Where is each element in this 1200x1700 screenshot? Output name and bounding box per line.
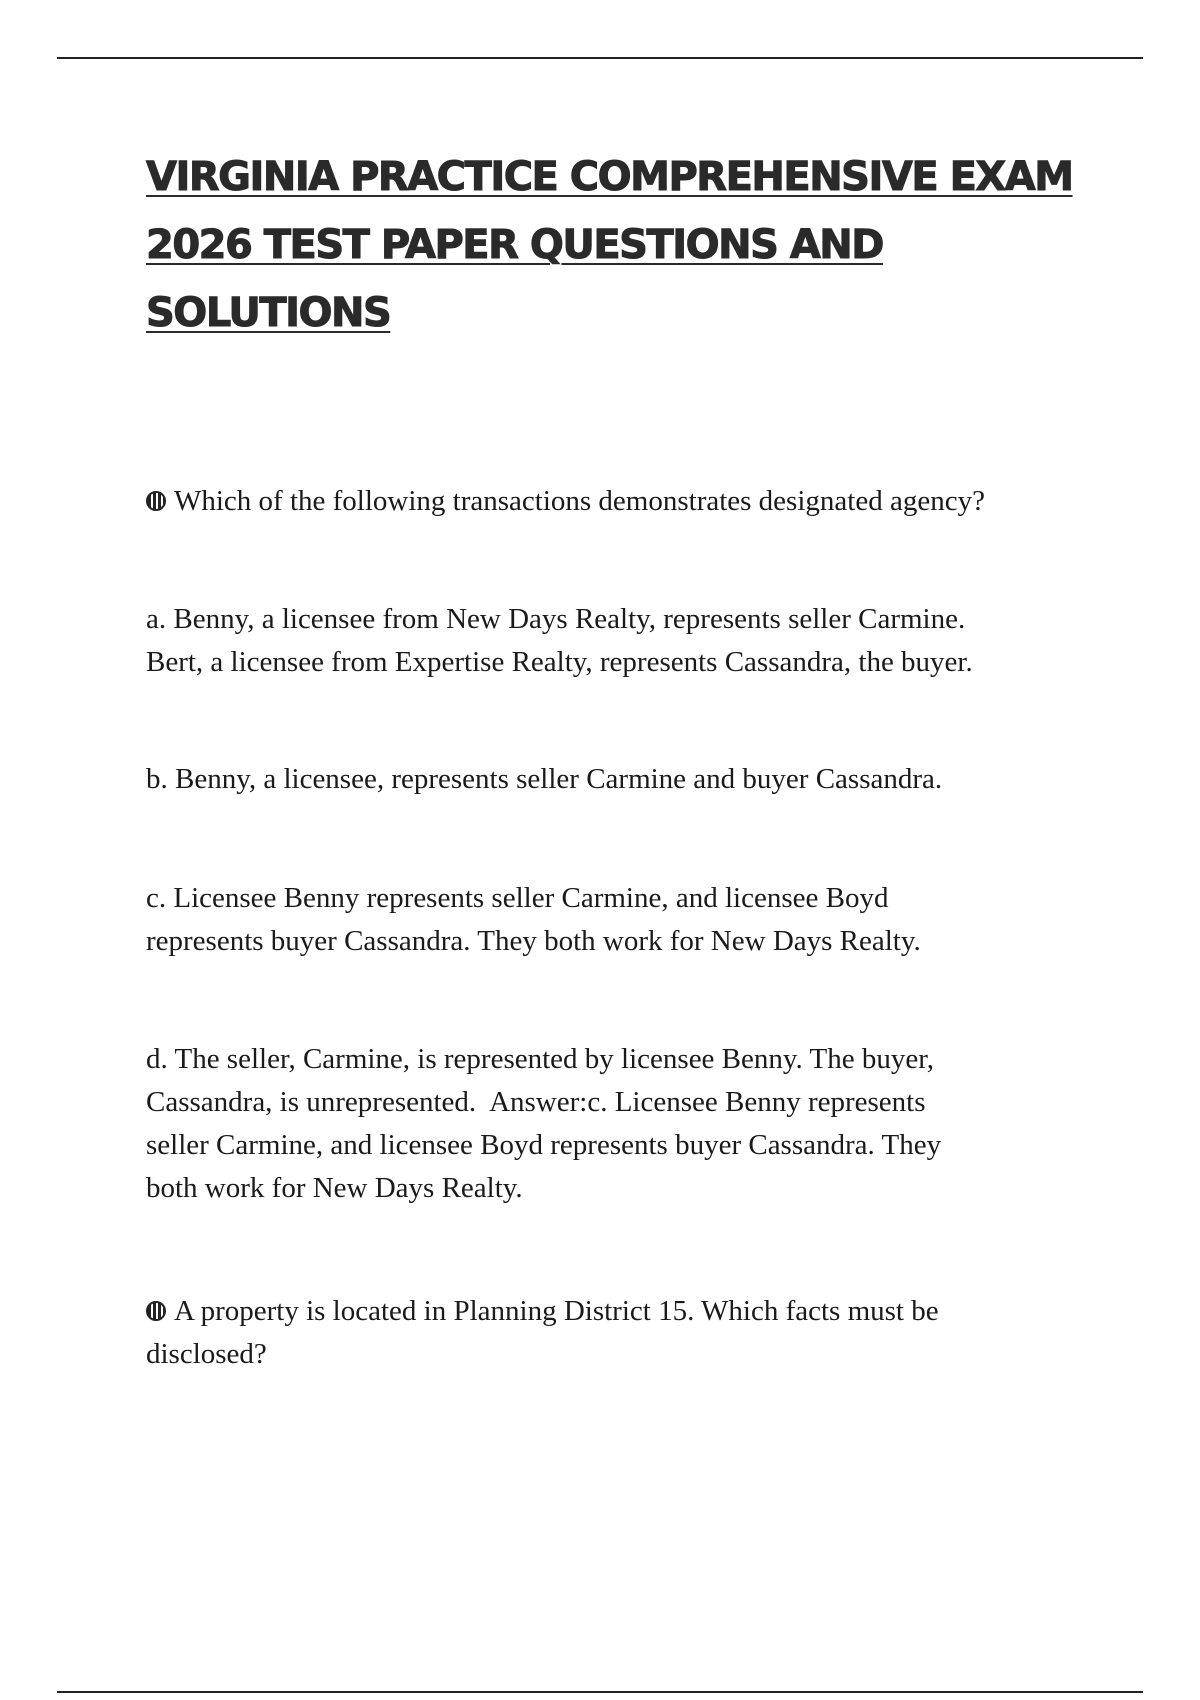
option-line: both work for New Days Realty. (146, 1172, 523, 1204)
document-title (146, 143, 1086, 347)
question-2-line: A property is located in Planning District 15. Which facts must be (174, 1295, 939, 1327)
question-bullet-icon (146, 1301, 166, 1321)
title-line: VIRGINIA PRACTICE COMPREHENSIVE EXAM (146, 154, 1073, 200)
top-divider (57, 57, 1143, 59)
option-line: c. Licensee Benny represents seller Carmine, and licensee Boyd (146, 882, 889, 914)
option-line: seller Carmine, and licensee Boyd represents buyer Cassandra. They (146, 1129, 942, 1161)
question-2-line: disclosed? (146, 1338, 267, 1370)
question-bullet-icon (146, 491, 166, 511)
option-b (146, 758, 1106, 801)
option-d (146, 1038, 1106, 1210)
option-a (146, 598, 1106, 684)
bottom-divider (57, 1691, 1143, 1693)
title-line: SOLUTIONS (146, 290, 391, 336)
option-line: Cassandra, is unrepresented. Answer:c. Licensee Benny represents (146, 1086, 926, 1118)
option-line: represents buyer Cassandra. They both work for New Days Realty. (146, 925, 921, 957)
option-line: b. Benny, a licensee, represents seller Carmine and buyer Cassandra. (146, 763, 943, 795)
option-line: Bert, a licensee from Expertise Realty, represents Cassandra, the buyer. (146, 646, 973, 678)
title-line: 2026 TEST PAPER QUESTIONS AND (146, 222, 883, 268)
question-1-text: Which of the following transactions demonstrates designated agency? (174, 485, 985, 517)
option-c (146, 877, 1106, 963)
question-2 (146, 1290, 1106, 1376)
option-line: d. The seller, Carmine, is represented by licensee Benny. The buyer, (146, 1043, 934, 1075)
option-line: a. Benny, a licensee from New Days Realty, represents seller Carmine. (146, 603, 966, 635)
question-1 (146, 480, 1106, 523)
